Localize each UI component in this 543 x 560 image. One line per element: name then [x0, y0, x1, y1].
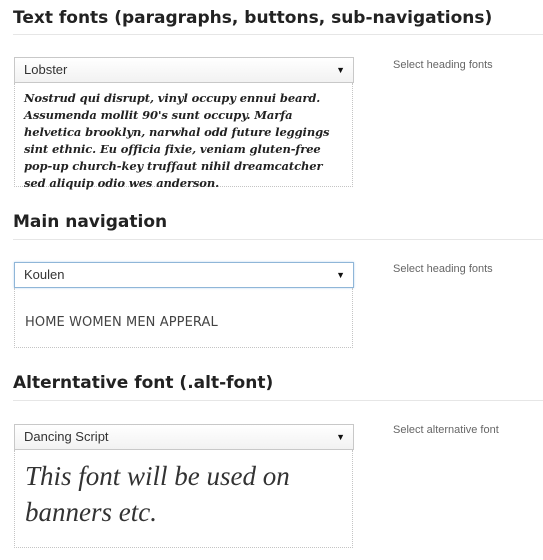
section-divider — [13, 400, 543, 401]
text-font-select[interactable] — [14, 57, 354, 83]
preview-navigation: HOME WOMEN MEN APPERAL — [25, 315, 218, 330]
section-title-main-navigation: Main navigation — [13, 212, 168, 232]
section-divider — [13, 34, 543, 35]
section-divider — [13, 239, 543, 240]
hint-text: Select alternative font — [393, 424, 499, 436]
main-navigation-font-select[interactable] — [14, 262, 354, 288]
select-value: Dancing Script — [24, 429, 109, 444]
select-value: Koulen — [24, 267, 65, 282]
alternative-font-select[interactable] — [14, 424, 354, 450]
font-preview-box — [14, 450, 353, 548]
section-title-alternative-font: Alterntative font (.alt-font) — [13, 373, 274, 393]
preview-banner-text: This font will be used on banners etc. — [25, 461, 290, 527]
section-title-text-fonts: Text fonts (paragraphs, buttons, sub-navigations) — [13, 8, 493, 28]
hint-text: Select heading fonts — [393, 263, 493, 275]
chevron-down-icon: ▼ — [336, 432, 345, 442]
font-preview-box — [14, 288, 353, 348]
hint-text: Select heading fonts — [393, 59, 493, 71]
chevron-down-icon: ▼ — [336, 270, 345, 280]
preview-paragraph: Nostrud qui disrupt, vinyl occupy ennui beard. Assumenda mollit 90's sunt occupy. Marfa helvetica brooklyn, narwhal odd future leggings sint ethnic. Eu officia fixie, veniam gluten-free pop-up church-key truffaut nihil dreamcatcher sed aliquip odio wes anderson. — [24, 91, 330, 190]
chevron-down-icon: ▼ — [336, 65, 345, 75]
select-value: Lobster — [24, 62, 68, 77]
font-preview-box — [14, 83, 353, 190]
